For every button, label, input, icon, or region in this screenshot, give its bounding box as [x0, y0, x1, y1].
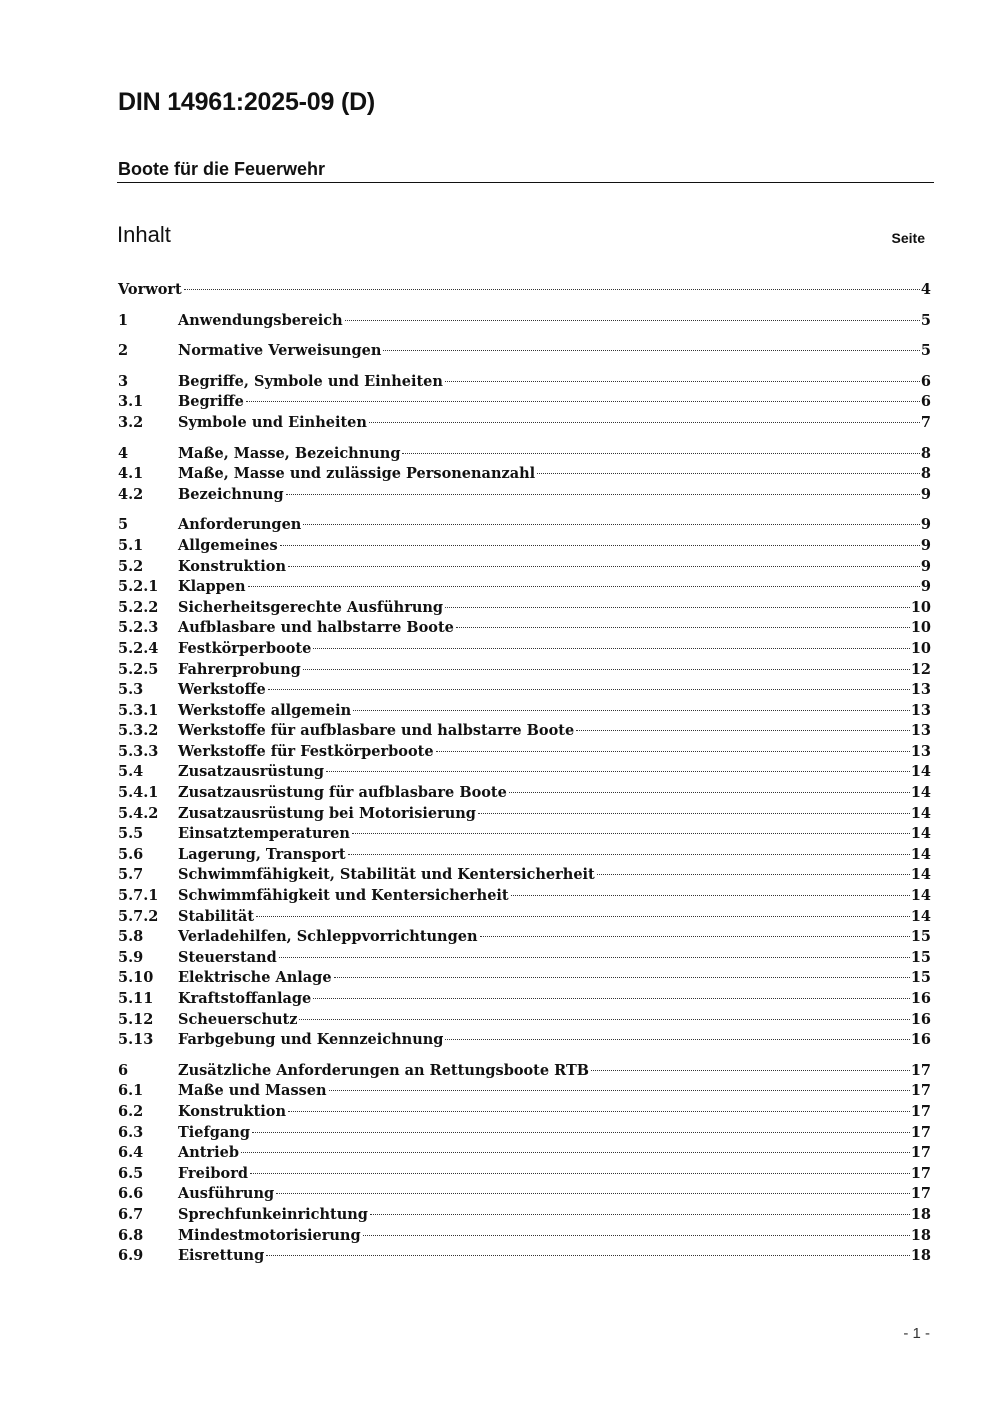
toc-entry[interactable] [118, 1164, 931, 1185]
toc-entry-number: 5.10 [118, 969, 154, 987]
toc-dot-leader [478, 813, 910, 814]
toc-entry-number: 5.12 [118, 1010, 154, 1028]
toc-entry-number: 5.7 [118, 866, 144, 884]
toc-entry-title: Zusatzausrüstung [178, 763, 324, 781]
toc-entry-number: 6.5 [118, 1164, 144, 1182]
toc-dot-leader [363, 1235, 910, 1236]
toc-dot-leader [250, 1173, 910, 1174]
toc-entry-title: Werkstoffe allgemein [178, 701, 352, 719]
toc-dot-leader [313, 998, 910, 999]
toc-dot-leader [537, 473, 920, 474]
toc-entry-number: 5.2.2 [118, 598, 159, 616]
toc-entry[interactable] [118, 783, 931, 804]
toc-entry-number: 5.3 [118, 681, 144, 699]
toc-entry-page: 15 [910, 948, 931, 966]
toc-entry-page: 9 [920, 516, 931, 534]
toc-entry-page: 17 [910, 1102, 931, 1120]
toc-dot-leader [313, 648, 909, 649]
toc-entry-title: Werkstoffe für Festkörperboote [178, 742, 434, 760]
toc-entry-page: 17 [910, 1185, 931, 1203]
toc-entry-page: 18 [910, 1205, 931, 1223]
toc-entry-title: Maße, Masse, Bezeichnung [178, 444, 401, 462]
toc-entry-title: Ausführung [178, 1185, 275, 1203]
toc-entry-title: Zusätzliche Anforderungen an Rettungsboote RTB [178, 1061, 589, 1079]
toc-dot-leader [246, 401, 920, 402]
toc-dot-leader [288, 566, 920, 567]
toc-entry-title: Schwimmfähigkeit, Stabilität und Kentersicherheit [178, 866, 595, 884]
toc-dot-leader [576, 730, 910, 731]
toc-entry-title: Anwendungsbereich [178, 311, 343, 329]
toc-entry-number: 5.2.5 [118, 660, 159, 678]
toc-entry[interactable] [118, 660, 931, 681]
toc-entry-title: Werkstoffe für aufblasbare und halbstarre Boote [178, 722, 575, 740]
toc-entry-title: Fahrerprobung [178, 660, 301, 678]
table-of-contents [118, 280, 931, 1277]
toc-entry-number: 5.8 [118, 928, 144, 946]
toc-entry-page: 9 [920, 557, 931, 575]
toc-entry[interactable] [118, 1010, 931, 1031]
toc-dot-leader [509, 792, 910, 793]
toc-entry-title: Steuerstand [178, 948, 277, 966]
toc-entry-page: 6 [920, 393, 931, 411]
toc-entry-number: 5.2.4 [118, 639, 159, 657]
toc-dot-leader [352, 833, 910, 834]
toc-page-column-heading: Seite [891, 230, 925, 246]
toc-entry-page: 14 [910, 845, 931, 863]
toc-entry-page: 14 [910, 804, 931, 822]
toc-entry[interactable] [118, 639, 931, 660]
toc-entry[interactable] [118, 701, 931, 722]
toc-entry-number: 5.7.1 [118, 887, 159, 905]
toc-entry-title: Farbgebung und Kennzeichnung [178, 1031, 444, 1049]
toc-entry[interactable] [118, 742, 931, 763]
toc-entry[interactable] [118, 886, 931, 907]
toc-entry-page: 14 [910, 763, 931, 781]
toc-entry-page: 17 [910, 1164, 931, 1182]
toc-entry-page: 17 [910, 1082, 931, 1100]
toc-entry-page: 13 [910, 722, 931, 740]
toc-entry[interactable] [118, 948, 931, 969]
toc-dot-leader [286, 494, 920, 495]
toc-dot-leader [268, 689, 910, 690]
toc-entry-page: 6 [920, 372, 931, 390]
toc-entry-page: 17 [910, 1123, 931, 1141]
toc-entry-title: Zusatzausrüstung für aufblasbare Boote [178, 784, 507, 802]
toc-dot-leader [279, 957, 910, 958]
toc-dot-leader [334, 977, 910, 978]
toc-entry-page: 8 [920, 465, 931, 483]
toc-entry-page: 5 [920, 311, 931, 329]
toc-entry[interactable] [118, 536, 931, 557]
toc-entry-page: 14 [910, 887, 931, 905]
toc-entry-number: 5.7.2 [118, 907, 159, 925]
toc-entry-title: Lagerung, Transport [178, 845, 346, 863]
toc-entry-number: 6.2 [118, 1102, 144, 1120]
toc-dot-leader [326, 771, 910, 772]
toc-entry-number: 5.3.1 [118, 701, 159, 719]
toc-section-group [118, 341, 931, 362]
toc-section-group [118, 1061, 931, 1267]
toc-entry-title: Bezeichnung [178, 485, 284, 503]
title-divider [117, 182, 934, 183]
toc-entry-number: 3.2 [118, 413, 144, 431]
toc-entry[interactable] [118, 464, 931, 485]
toc-entry-page: 14 [910, 866, 931, 884]
toc-entry-number: 4.1 [118, 465, 144, 483]
toc-entry-number: 5.11 [118, 990, 154, 1007]
toc-entry[interactable] [118, 341, 931, 362]
toc-dot-leader [184, 289, 920, 290]
toc-entry[interactable] [118, 1143, 931, 1164]
toc-entry-title: Antrieb [178, 1144, 240, 1162]
toc-entry-number: 6.7 [118, 1205, 144, 1223]
toc-section-group [118, 444, 931, 506]
toc-entry-number: 6.3 [118, 1123, 144, 1141]
toc-entry-number: 4.2 [118, 485, 144, 503]
toc-entry[interactable] [118, 927, 931, 948]
toc-entry-title: Stabilität [178, 907, 255, 925]
toc-dot-leader [436, 751, 910, 752]
toc-entry-title: Vorwort [118, 281, 182, 298]
toc-entry-number: 3.1 [118, 393, 144, 411]
toc-entry-number: 5.2.1 [118, 578, 159, 596]
toc-entry[interactable] [118, 721, 931, 742]
toc-entry-title: Konstruktion [178, 557, 287, 575]
toc-entry-page: 12 [910, 660, 931, 678]
toc-entry[interactable] [118, 1102, 931, 1123]
toc-entry-title: Aufblasbare und halbstarre Boote [178, 619, 454, 637]
toc-entry-title: Sprechfunkeinrichtung [178, 1205, 368, 1223]
toc-entry-title: Kraftstoffanlage [178, 990, 312, 1007]
toc-entry-page: 10 [910, 598, 931, 616]
toc-entry-title: Sicherheitsgerechte Ausführung [178, 598, 444, 616]
toc-entry[interactable] [118, 372, 931, 393]
toc-entry-page: 9 [920, 485, 931, 503]
toc-dot-leader [256, 916, 910, 917]
toc-entry-title: Festkörperboote [178, 639, 312, 657]
toc-entry-number: 3 [118, 372, 129, 390]
document-title: Boote für die Feuerwehr [118, 159, 326, 179]
toc-dot-leader [288, 1111, 910, 1112]
toc-dot-leader [241, 1152, 910, 1153]
toc-entry-title: Symbole und Einheiten [178, 413, 367, 431]
toc-entry-number: 6.4 [118, 1144, 144, 1162]
toc-entry-title: Freibord [178, 1164, 249, 1182]
toc-entry[interactable] [118, 444, 931, 465]
toc-dot-leader [369, 422, 920, 423]
toc-entry[interactable] [118, 845, 931, 866]
toc-entry-number: 5 [118, 516, 129, 534]
toc-dot-leader [266, 1255, 910, 1256]
toc-dot-leader [276, 1193, 910, 1194]
toc-dot-leader [597, 874, 910, 875]
toc-entry-number: 5.2 [118, 557, 144, 575]
toc-entry[interactable] [118, 968, 931, 989]
toc-entry-number: 6.6 [118, 1185, 144, 1203]
toc-entry-number: 2 [118, 342, 129, 360]
toc-entry-page: 10 [910, 619, 931, 637]
toc-entry-page: 14 [910, 825, 931, 843]
toc-entry-page: 13 [910, 701, 931, 719]
toc-entry-number: 5.3.2 [118, 722, 159, 740]
toc-entry-number: 4 [118, 444, 129, 462]
toc-entry-page: 10 [910, 639, 931, 657]
toc-entry-page: 13 [910, 742, 931, 760]
toc-entry-page: 15 [910, 928, 931, 946]
toc-entry-page: 4 [920, 281, 931, 298]
toc-entry-title: Elektrische Anlage [178, 969, 332, 987]
toc-entry-title: Schwimmfähigkeit und Kentersicherheit [178, 887, 509, 905]
toc-entry-title: Werkstoffe [178, 681, 266, 699]
toc-entry-page: 18 [910, 1226, 931, 1244]
toc-entry-page: 9 [920, 578, 931, 596]
toc-dot-leader [445, 381, 920, 382]
toc-dot-leader [348, 854, 910, 855]
toc-entry-number: 5.4 [118, 763, 144, 781]
toc-section-group [118, 515, 931, 1050]
toc-entry[interactable] [118, 577, 931, 598]
toc-section-group [118, 311, 931, 332]
toc-entry-number: 5.1 [118, 536, 144, 554]
toc-entry-page: 14 [910, 784, 931, 802]
toc-entry[interactable] [118, 598, 931, 619]
toc-entry[interactable] [118, 1205, 931, 1226]
toc-dot-leader [480, 936, 910, 937]
toc-entry[interactable] [118, 280, 931, 301]
toc-dot-leader [370, 1214, 910, 1215]
toc-entry-number: 5.5 [118, 825, 144, 843]
toc-entry-number: 5.4.1 [118, 784, 159, 802]
toc-entry-number: 6.1 [118, 1082, 144, 1100]
toc-entry-title: Allgemeines [178, 536, 278, 554]
toc-dot-leader [299, 1019, 909, 1020]
toc-entry-page: 15 [910, 969, 931, 987]
toc-entry[interactable] [118, 1061, 931, 1082]
toc-entry[interactable] [118, 1123, 931, 1144]
toc-entry[interactable] [118, 1184, 931, 1205]
toc-entry-number: 5.6 [118, 845, 144, 863]
toc-dot-leader [252, 1132, 910, 1133]
toc-entry-number: 5.3.3 [118, 742, 159, 760]
toc-dot-leader [280, 545, 920, 546]
toc-entry[interactable] [118, 989, 931, 1010]
toc-entry[interactable] [118, 824, 931, 845]
toc-entry-title: Klappen [178, 578, 246, 596]
toc-entry[interactable] [118, 762, 931, 783]
toc-entry-number: 5.13 [118, 1031, 154, 1049]
toc-entry[interactable] [118, 515, 931, 536]
toc-entry-number: 5.9 [118, 948, 144, 966]
toc-entry-title: Konstruktion [178, 1102, 287, 1120]
toc-dot-leader [445, 1039, 909, 1040]
toc-entry-page: 9 [920, 536, 931, 554]
toc-entry-title: Verladehilfen, Schleppvorrichtungen [178, 928, 478, 946]
toc-entry-page: 16 [910, 990, 931, 1007]
toc-entry[interactable] [118, 413, 931, 434]
toc-heading: Inhalt [117, 222, 171, 247]
toc-dot-leader [248, 586, 920, 587]
toc-dot-leader [345, 320, 920, 321]
toc-entry-title: Zusatzausrüstung bei Motorisierung [178, 804, 476, 822]
toc-dot-leader [383, 350, 920, 351]
toc-entry-page: 17 [910, 1061, 931, 1079]
page-number: - 1 - [903, 1325, 930, 1342]
toc-entry[interactable] [118, 392, 931, 413]
toc-entry-title: Tiefgang [178, 1123, 250, 1141]
toc-dot-leader [456, 627, 910, 628]
toc-entry-page: 16 [910, 1031, 931, 1049]
toc-dot-leader [353, 710, 910, 711]
toc-section-group [118, 280, 931, 301]
toc-entry-page: 14 [910, 907, 931, 925]
toc-dot-leader [445, 607, 910, 608]
toc-dot-leader [591, 1070, 910, 1071]
toc-entry-title: Begriffe [178, 393, 244, 411]
toc-entry-page: 17 [910, 1144, 931, 1162]
toc-dot-leader [303, 524, 920, 525]
toc-entry-page: 18 [910, 1247, 931, 1265]
toc-entry[interactable] [118, 311, 931, 332]
toc-entry-title: Scheuerschutz [178, 1010, 298, 1028]
toc-entry-title: Maße, Masse und zulässige Personenanzahl [178, 465, 536, 483]
toc-entry-page: 8 [920, 444, 931, 462]
toc-entry[interactable] [118, 907, 931, 928]
toc-dot-leader [511, 895, 910, 896]
toc-dot-leader [329, 1090, 910, 1091]
toc-entry[interactable] [118, 1081, 931, 1102]
toc-dot-leader [303, 669, 910, 670]
toc-entry-number: 6.8 [118, 1226, 144, 1244]
toc-entry[interactable] [118, 865, 931, 886]
toc-entry-title: Eisrettung [178, 1247, 265, 1265]
toc-entry-title: Normative Verweisungen [178, 342, 382, 360]
toc-entry[interactable] [118, 485, 931, 506]
document-id: DIN 14961:2025-09 (D) [118, 88, 376, 116]
toc-entry-number: 5.2.3 [118, 619, 159, 637]
toc-entry-title: Begriffe, Symbole und Einheiten [178, 372, 443, 390]
toc-entry-page: 7 [920, 413, 931, 431]
toc-entry-title: Anforderungen [178, 516, 302, 534]
toc-entry[interactable] [118, 1246, 931, 1267]
toc-entry-number: 6.9 [118, 1247, 144, 1265]
toc-entry[interactable] [118, 804, 931, 825]
toc-entry[interactable] [118, 618, 931, 639]
toc-entry-number: 1 [118, 311, 129, 329]
toc-entry-number: 5.4.2 [118, 804, 159, 822]
toc-entry[interactable] [118, 680, 931, 701]
toc-entry[interactable] [118, 557, 931, 578]
toc-entry[interactable] [118, 1030, 931, 1051]
toc-entry-page: 16 [910, 1010, 931, 1028]
toc-entry-title: Einsatztemperaturen [178, 825, 350, 843]
toc-entry-number: 6 [118, 1061, 129, 1079]
toc-entry-page: 13 [910, 681, 931, 699]
toc-entry[interactable] [118, 1226, 931, 1247]
toc-entry-title: Maße und Massen [178, 1082, 327, 1100]
toc-entry-page: 5 [920, 342, 931, 360]
toc-section-group [118, 372, 931, 434]
toc-dot-leader [402, 453, 919, 454]
toc-entry-title: Mindestmotorisierung [178, 1226, 361, 1244]
